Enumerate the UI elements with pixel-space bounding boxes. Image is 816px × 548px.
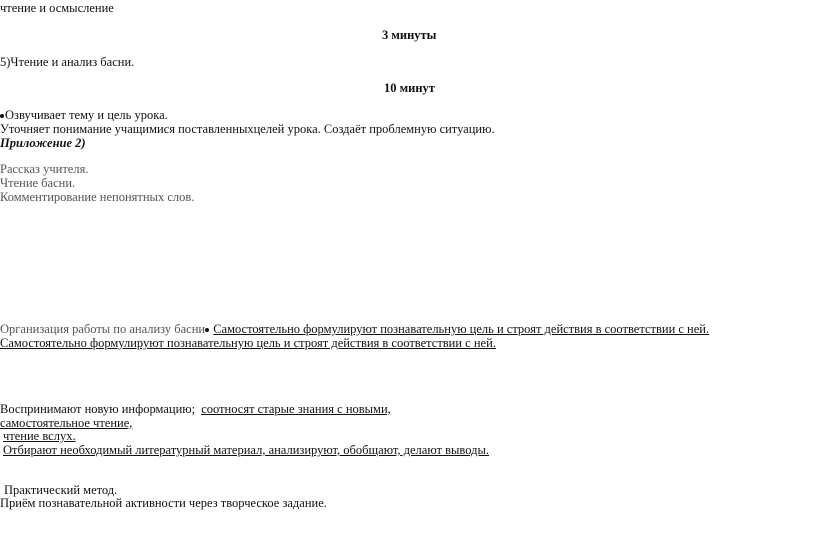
header-fragment: чтение и осмысление — [0, 1, 114, 15]
activity-item: Комментирование непонятных слов. — [0, 190, 195, 204]
step-5-title: 5)Чтение и анализ басни. — [0, 55, 135, 69]
bullet-icon — [205, 328, 209, 332]
students-item-1: соотносят старые знания с новыми, — [201, 402, 391, 416]
students-line-1 — [0, 402, 391, 417]
students-item-2: самостоятельное чтение, — [0, 416, 133, 430]
organization-item-b: Самостоятельно формулируют познавательную цель и строят действия в соответствии с ней. — [0, 336, 496, 350]
students-lead: Воспринимают новую информацию; — [0, 402, 196, 416]
organization-line — [0, 322, 709, 337]
teacher-line-1 — [0, 108, 168, 123]
bullet-icon — [0, 114, 4, 118]
teacher-line-2: Уточняет понимание учащимися поставленныхцелей урока. Создаёт проблемную ситуацию. — [0, 122, 495, 136]
method-line-2: Приём познавательной активности через творческое задание. — [0, 496, 327, 510]
method-line-1: Практический метод. — [4, 483, 118, 497]
organization-item-a: Самостоятельно формулируют познавательную цель и строят действия в соответствии с ней. — [213, 322, 710, 336]
organization-label: Организация работы по анализу басни — [0, 322, 206, 336]
activity-item: Рассказ учителя. — [0, 162, 89, 176]
teacher-line-1-text: Озвучивает тему и цель урока. — [5, 108, 168, 122]
time-label-3-min: 3 минуты — [382, 28, 437, 42]
activity-item: Чтение басни. — [0, 176, 76, 190]
time-label-10-min: 10 минут — [384, 81, 435, 95]
appendix-reference: Приложение 2) — [0, 136, 86, 150]
students-item-3: чтение вслух. — [3, 429, 76, 443]
students-item-4: Отбирают необходимый литературный материал, анализируют, обобщают, делают выводы. — [3, 443, 489, 457]
